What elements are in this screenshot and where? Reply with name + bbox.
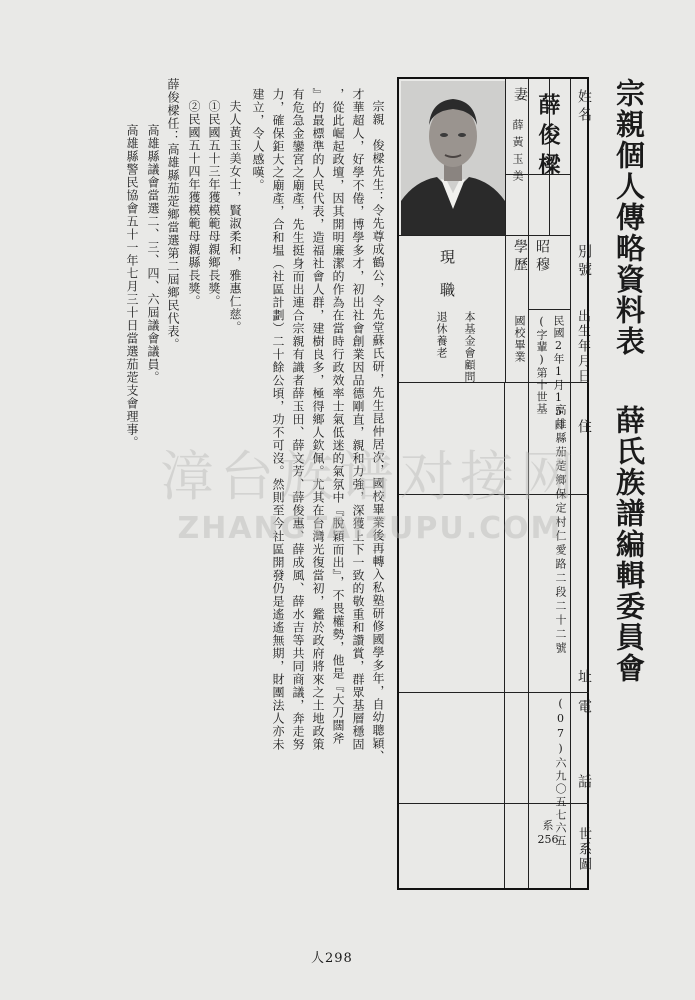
phone-label-1: 電 [576,699,592,717]
name-value: 薛俊樑 [535,93,561,183]
narrative-line-8: 夫人黃玉美女士，賢淑柔和，雅惠仁慈。 [228,100,242,334]
phone-label-2: 話 [576,774,592,792]
address-label-2: 址 [576,669,592,687]
narrative-line-4: 』的最標準的人民代表，造福社會人群，建樹良多，極得鄉人欽佩。尤其在台灣光復當初，鑑於政府將來之土地政策 [311,88,325,751]
narrative-line-3: ，從此崛起政壇，因其開明廉潔的作為在當時行政效率士氣低迷的氣氛中『脫穎而出』，不畏權勢，他是『大刀闊斧 [331,88,345,745]
wife-label: 妻 [512,87,528,105]
birth-label: 出生年月日 [575,309,590,384]
page-number: 人298 [311,951,353,966]
address-label-1: 住 [576,419,592,437]
page-title: 宗親個人傳略資料表 [612,78,646,357]
narrative-line-1: 宗親 俊樑先生：令先尊成鶴公，令先堂蘇氏研，先生昆仲居次，國校畢業後再轉入私塾研修國學多年，自幼聰穎、 [371,100,385,763]
portrait-photo [401,81,505,235]
career-line-2: 高雄縣議會當選二、三、四、六屆議會議員。 [146,124,160,384]
education-value: 國校畢業 [513,315,526,363]
alias-label: 別號 [576,244,592,280]
narrative-line-7: 建立，令人感嘆。 [251,88,265,192]
current-position-label: 現職 [438,249,456,315]
narrative-line-5: 有危急金鑾宮之廟產，先生挺身而出連合宗親有識者薛玉田、薛文芳、薛俊惠、薛成風、薛水吉等共同商議，奔走努 [291,88,305,751]
wife-value: 薛黃玉美 [511,119,524,187]
watermark-text-cn: 漳台族谱对接网 [160,445,580,508]
award-1: ①民國五十三年獲模範母親鄉長獎。 [207,100,221,308]
name-label: 姓名 [576,89,592,125]
birth-value: 民國2年1月15日 [552,315,565,431]
zhaomu-value: (字輩)第十世基 [535,315,548,415]
lineage-value: 系256 [537,819,559,846]
watermark-text-url: ZHANGTAIZUPU.COM [177,511,563,546]
lineage-label: 世系圖 [576,827,591,872]
address-value: 高雄縣茄萣鄉保定村仁愛路二段二十二號 [554,404,567,656]
watermark [100,440,640,560]
narrative-line-6: 力，確保鉅大之廟產，合和塭（社區計劃）二十餘公頃，功不可沒。然則至今社區開發仍是遙遙無期，財團法人亦未 [271,88,285,751]
education-label: 學歷 [512,239,528,275]
portrait-illustration [401,81,505,235]
committee-name: 薛氏族譜編輯委員會 [612,405,646,684]
narrative-line-2: 才華超人，好學不倦，博學多才，初出社會創業因品德剛直，親和力強，深獲上下一致的敬重和讚賞，群眾基層穩固 [351,88,365,751]
career-line-3: 高雄縣警民協會五十一年七月三十日當選茄萣支會理事。 [125,124,139,449]
career-line-1: 薛俊樑任：高雄縣茄萣鄉當選第二屆鄉民代表。 [166,78,180,351]
award-2: ②民國五十四年獲模範母親縣長獎。 [187,100,201,308]
current-position-value-1: 本基金會顧問 [463,311,476,383]
current-position-value-2: 退休養老 [435,311,448,359]
phone-value: (07)六九〇五七六五 [554,697,567,848]
zhaomu-label: 昭穆 [534,239,550,275]
